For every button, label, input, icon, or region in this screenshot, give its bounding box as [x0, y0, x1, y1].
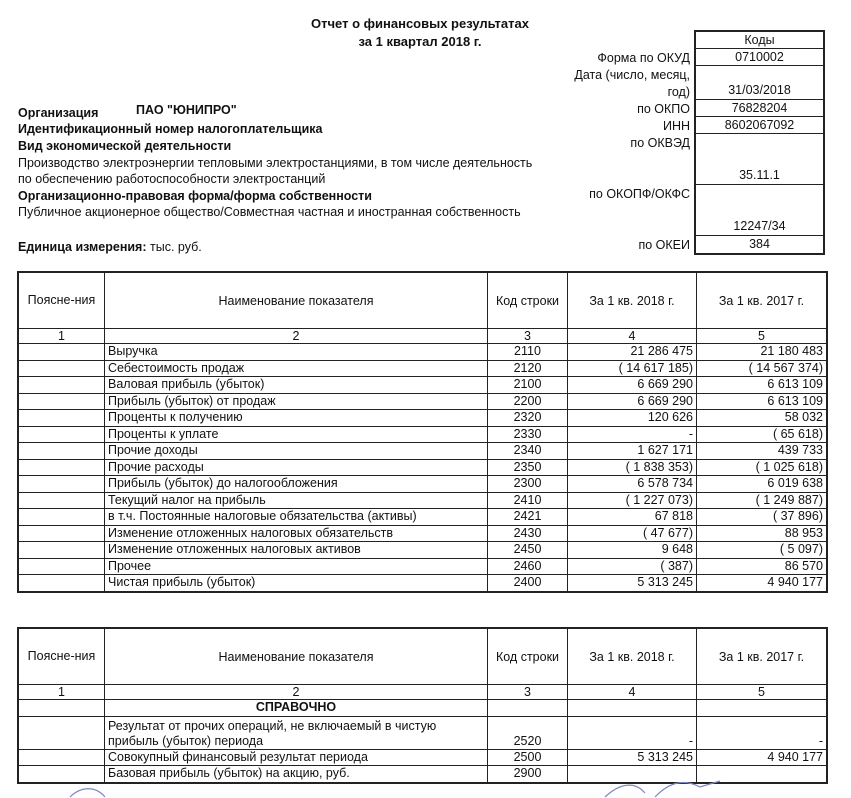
- row-value-2017: 6 613 109: [697, 393, 827, 410]
- col-header-2017: За 1 кв. 2017 г.: [697, 273, 827, 329]
- ref-col-header-code: Код строки: [488, 629, 568, 685]
- okved-label: по ОКВЭД: [630, 136, 690, 150]
- row-value-2017: 6 019 638: [697, 476, 827, 493]
- col-index-3: 3: [488, 329, 568, 344]
- row-code: 2520: [488, 716, 568, 749]
- row-note: [19, 749, 105, 766]
- row-value-2018: 67 818: [568, 509, 697, 526]
- row-value-2017: ( 65 618): [697, 426, 827, 443]
- ref-heading-2018: [568, 700, 697, 717]
- row-value-2018: 6 578 734: [568, 476, 697, 493]
- row-note: [19, 525, 105, 542]
- row-code: 2350: [488, 459, 568, 476]
- col-header-name: Наименование показателя: [105, 273, 488, 329]
- table-row: [19, 542, 827, 559]
- row-value-2017: 439 733: [697, 443, 827, 460]
- table-row: [19, 377, 827, 394]
- row-name: Себестоимость продаж: [105, 360, 488, 377]
- row-name: Результат от прочих операций, не включаемый в чистую прибыль (убыток) периода: [105, 716, 488, 749]
- org-label: Организация: [18, 106, 99, 120]
- row-value-2018: ( 1 838 353): [568, 459, 697, 476]
- row-value-2017: 6 613 109: [697, 377, 827, 394]
- row-note: [19, 575, 105, 592]
- row-note: [19, 716, 105, 749]
- inn-label: Идентификационный номер налогоплательщика: [18, 122, 323, 136]
- unit-line: [18, 240, 202, 254]
- row-note: [19, 377, 105, 394]
- row-value-2018: 21 286 475: [568, 344, 697, 361]
- row-note: [19, 393, 105, 410]
- row-name: Текущий налог на прибыль: [105, 492, 488, 509]
- row-name: Выручка: [105, 344, 488, 361]
- col-index-4: 4: [568, 329, 697, 344]
- ref-col-index-5: 5: [697, 685, 827, 700]
- row-value-2017: 4 940 177: [697, 749, 827, 766]
- codes-heading: Коды: [696, 32, 823, 49]
- okei-label: по ОКЕИ: [638, 238, 690, 252]
- table-row: [19, 525, 827, 542]
- row-note: [19, 426, 105, 443]
- okpo-value: 76828204: [696, 100, 823, 117]
- row-value-2017: 86 570: [697, 558, 827, 575]
- unit-value: тыс. руб.: [150, 240, 202, 254]
- table-row: [19, 393, 827, 410]
- row-note: [19, 360, 105, 377]
- row-value-2018: 5 313 245: [568, 749, 697, 766]
- okved-value: 35.11.1: [739, 168, 780, 182]
- row-value-2017: ( 37 896): [697, 509, 827, 526]
- table-row: [19, 443, 827, 460]
- row-value-2018: -: [568, 716, 697, 749]
- org-name: ПАО "ЮНИПРО": [136, 103, 237, 117]
- row-name: Чистая прибыль (убыток): [105, 575, 488, 592]
- ref-col-index-2: 2: [105, 685, 488, 700]
- row-note: [19, 509, 105, 526]
- table-row: [19, 575, 827, 592]
- col-index-5: 5: [697, 329, 827, 344]
- row-value-2018: ( 387): [568, 558, 697, 575]
- activity-line1: Производство электроэнергии тепловыми электростанциями, в том числе деятельность: [18, 156, 533, 170]
- row-name: Изменение отложенных налоговых активов: [105, 542, 488, 559]
- legal-form-value: Публичное акционерное общество/Совместная частная и иностранная собственность: [18, 205, 521, 219]
- row-note: [19, 410, 105, 427]
- row-value-2018: -: [568, 426, 697, 443]
- row-value-2018: 5 313 245: [568, 575, 697, 592]
- row-value-2018: ( 47 677): [568, 525, 697, 542]
- inn-code-label: ИНН: [662, 119, 690, 133]
- row-name: Прочие расходы: [105, 459, 488, 476]
- row-code: 2110: [488, 344, 568, 361]
- ref-heading-code: [488, 700, 568, 717]
- col-header-2018: За 1 кв. 2018 г.: [568, 273, 697, 329]
- table-row: [19, 344, 827, 361]
- row-note: [19, 344, 105, 361]
- date-label-line2: год): [667, 85, 690, 99]
- ref-heading-note: [19, 700, 105, 717]
- row-name: Прибыль (убыток) от продаж: [105, 393, 488, 410]
- table-row: [19, 749, 827, 766]
- row-name: Изменение отложенных налоговых обязательств: [105, 525, 488, 542]
- okud-value: 0710002: [696, 49, 823, 66]
- table-row: [19, 360, 827, 377]
- table-row: [19, 492, 827, 509]
- row-value-2017: -: [697, 716, 827, 749]
- col-index-1: 1: [19, 329, 105, 344]
- row-code: 2421: [488, 509, 568, 526]
- row-code: 2330: [488, 426, 568, 443]
- row-note: [19, 542, 105, 559]
- ref-col-index-1: 1: [19, 685, 105, 700]
- table-row: [19, 459, 827, 476]
- ref-heading: СПРАВОЧНО: [105, 700, 488, 717]
- signature-marks: [60, 775, 840, 798]
- row-value-2017: ( 1 249 887): [697, 492, 827, 509]
- row-name: Прочее: [105, 558, 488, 575]
- row-code: 2410: [488, 492, 568, 509]
- table-row: [19, 426, 827, 443]
- row-value-2018: 6 669 290: [568, 393, 697, 410]
- row-name: Базовая прибыль (убыток) на акцию, руб.: [105, 766, 488, 783]
- table-row: [19, 509, 827, 526]
- legal-form-label: Организационно-правовая форма/форма собственности: [18, 189, 372, 203]
- row-code: 2100: [488, 377, 568, 394]
- date-label-line1: Дата (число, месяц,: [574, 68, 690, 82]
- col-header-note: Поясне-ния: [19, 273, 105, 329]
- table-row: [19, 558, 827, 575]
- row-value-2018: 6 669 290: [568, 377, 697, 394]
- row-code: 2300: [488, 476, 568, 493]
- row-value-2018: 120 626: [568, 410, 697, 427]
- row-code: 2450: [488, 542, 568, 559]
- unit-label: Единица измерения:: [18, 240, 147, 254]
- reference-table: [18, 628, 827, 783]
- okpo-label: по ОКПО: [637, 102, 690, 116]
- okopf-value: 12247/34: [733, 219, 786, 233]
- row-note: [19, 443, 105, 460]
- row-value-2018: 9 648: [568, 542, 697, 559]
- row-note: [19, 492, 105, 509]
- ref-heading-2017: [697, 700, 827, 717]
- ref-col-header-name: Наименование показателя: [105, 629, 488, 685]
- okved-value-cell: [696, 134, 823, 185]
- row-code: 2400: [488, 575, 568, 592]
- row-note: [19, 459, 105, 476]
- row-name: Совокупный финансовый результат периода: [105, 749, 488, 766]
- table-row: [19, 410, 827, 427]
- codes-box: [694, 30, 825, 255]
- row-value-2018: 1 627 171: [568, 443, 697, 460]
- okopf-label: по ОКОПФ/ОКФС: [589, 187, 690, 201]
- row-note: [19, 558, 105, 575]
- row-code: 2430: [488, 525, 568, 542]
- ref-col-header-note: Поясне-ния: [19, 629, 105, 685]
- row-value-2017: 58 032: [697, 410, 827, 427]
- report-title: Отчет о финансовых результатах: [311, 16, 529, 31]
- report-period: за 1 квартал 2018 г.: [358, 34, 482, 49]
- okopf-value-cell: [696, 185, 823, 236]
- row-code: 2120: [488, 360, 568, 377]
- inn-value: 8602067092: [696, 117, 823, 134]
- row-note: [19, 476, 105, 493]
- activity-label: Вид экономической деятельности: [18, 139, 232, 153]
- row-code: 2200: [488, 393, 568, 410]
- col-index-2: 2: [105, 329, 488, 344]
- row-value-2018: ( 1 227 073): [568, 492, 697, 509]
- row-value-2017: 4 940 177: [697, 575, 827, 592]
- main-financial-table: [18, 272, 827, 592]
- ref-col-header-2018: За 1 кв. 2018 г.: [568, 629, 697, 685]
- row-name: в т.ч. Постоянные налоговые обязательства (активы): [105, 509, 488, 526]
- row-code: 2340: [488, 443, 568, 460]
- activity-line2: по обеспечению работоспособности электростанций: [18, 172, 326, 186]
- okud-label: Форма по ОКУД: [597, 51, 690, 65]
- row-code: 2900: [488, 766, 568, 783]
- row-name: Проценты к получению: [105, 410, 488, 427]
- table-row: [19, 476, 827, 493]
- okei-value: 384: [749, 237, 770, 251]
- row-value-2018: ( 14 617 185): [568, 360, 697, 377]
- date-value-cell: [696, 66, 823, 100]
- ref-col-index-3: 3: [488, 685, 568, 700]
- row-value-2017: 21 180 483: [697, 344, 827, 361]
- ref-col-index-4: 4: [568, 685, 697, 700]
- row-name: Прибыль (убыток) до налогообложения: [105, 476, 488, 493]
- row-value-2017: ( 1 025 618): [697, 459, 827, 476]
- row-name: Валовая прибыль (убыток): [105, 377, 488, 394]
- row-value-2017: 88 953: [697, 525, 827, 542]
- row-code: 2460: [488, 558, 568, 575]
- row-value-2017: ( 5 097): [697, 542, 827, 559]
- row-name: Проценты к уплате: [105, 426, 488, 443]
- row-code: 2320: [488, 410, 568, 427]
- table-row: [19, 716, 827, 749]
- ref-col-header-2017: За 1 кв. 2017 г.: [697, 629, 827, 685]
- col-header-code: Код строки: [488, 273, 568, 329]
- date-value: 31/03/2018: [728, 83, 791, 97]
- row-name: Прочие доходы: [105, 443, 488, 460]
- row-value-2017: ( 14 567 374): [697, 360, 827, 377]
- row-code: 2500: [488, 749, 568, 766]
